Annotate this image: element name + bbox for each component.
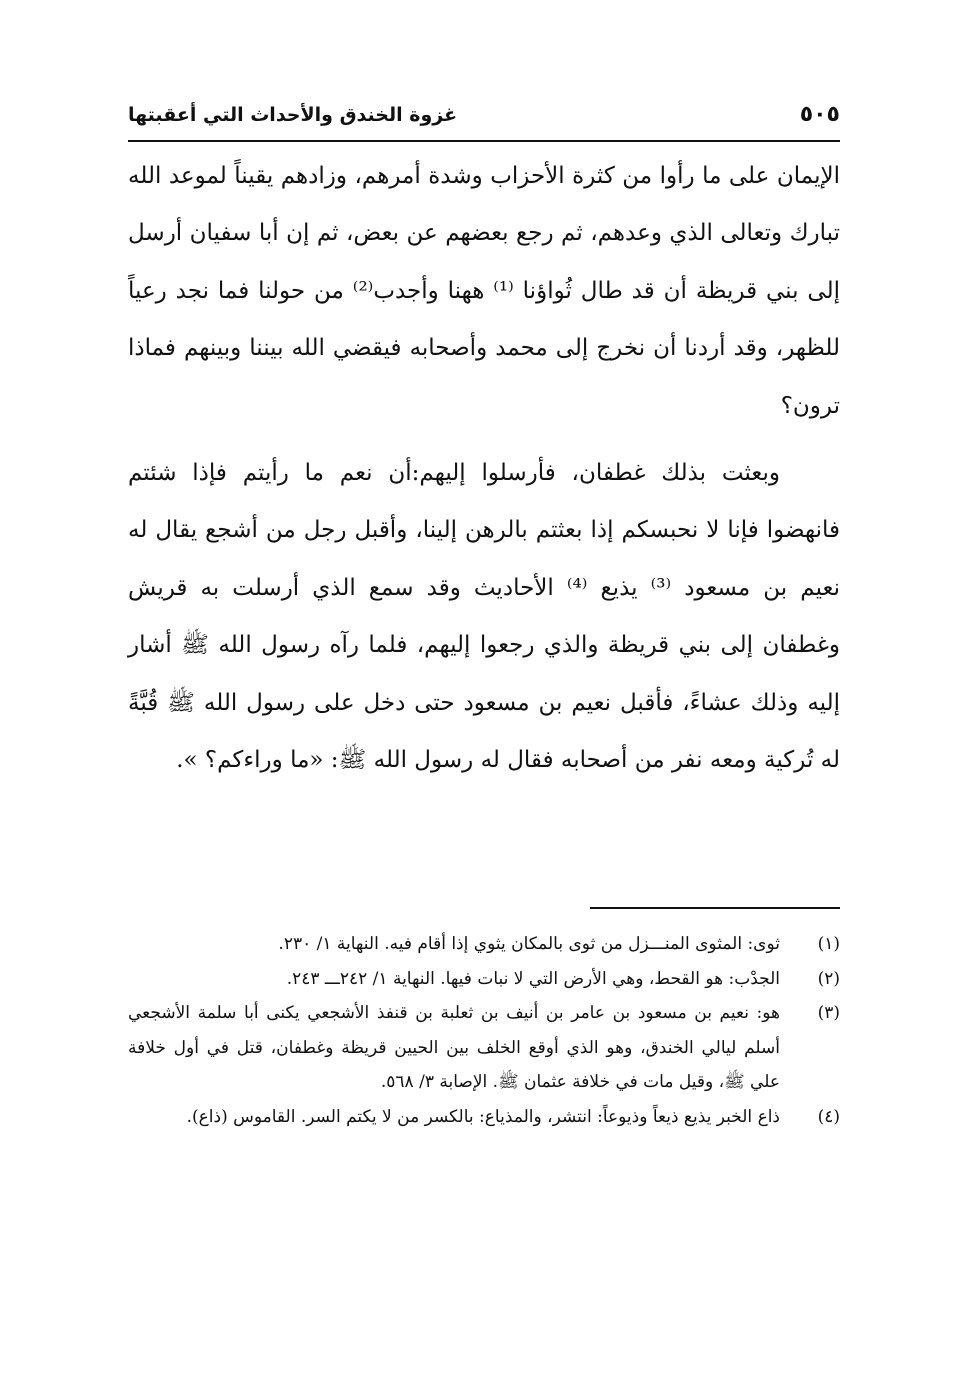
footnote-text: ثوى: المثوى المنـــزل من ثوى بالمكان يثوي إذا أقام فيه. النهاية ١/ ٢٣٠. (278, 934, 780, 954)
body-paragraph: وبعثت بذلك غطفان، فأرسلوا إليهم:أن نعم ما رأيتم فإذا شئتم فانهضوا فإنا لا نحبسكم إذا بعثتم بالرهن إلينا، وأقبل رجل من أشجع يقال له نعيم بن مسعود ⁽³⁾ يذيع ⁽⁴⁾ الأحاديث وقد سمع الذي أرسلت به قريش وغطفان إلى بني قريظة والذي رجعوا إليهم، فلما رآه رسول الله ﷺ أشار إليه وذلك عشاءً، فأقبل نعيم بن مسعود حتى دخل على رسول الله ﷺ قُبَّةً له تُركية ومعه نفر من أصحابه فقال له رسول الله ﷺ: «ما وراءكم؟ ». (128, 460, 841, 774)
footnote-separator (590, 907, 840, 909)
footnote-text: الجدْب: هو القحط، وهي الأرض التي لا نبات فيها. النهاية ١/ ٢٤٢ـــ ٢٤٣. (286, 968, 780, 989)
header-rule (128, 140, 840, 142)
main-text (128, 148, 840, 789)
footnote-number: (١) (817, 934, 840, 954)
footnote (128, 962, 840, 997)
footnote (128, 1100, 840, 1135)
footnote (128, 927, 840, 962)
body-paragraph: الإيمان على ما رأوا من كثرة الأحزاب وشدة أمرهم، وزادهم يقيناً لموعد الله تبارك وتعالى الذي وعدهم، ثم رجع بعضهم عن بعض، ثم إن أبا سفيان أرسل إلى بني قريظة أن قد طال ثُواؤنا ⁽¹⁾ ههنا وأجدب⁽²⁾ من حولنا فما نجد رعياً للظهر، وقد أردنا أن نخرج إلى محمد وأصحابه فيقضي الله بيننا وبينهم فماذا ترون؟ (128, 163, 840, 419)
running-title: غزوة الخندق والأحداث التي أعقبتها (128, 104, 458, 126)
footnote-number: (٣) (817, 1003, 840, 1023)
page-header (128, 98, 840, 136)
page-number: ٥٠٥ (799, 102, 840, 127)
footnote-text: هو: نعيم بن مسعود بن عامر بن أنيف بن ثعلبة بن قنفذ الأشجعي يكنى أبا سلمة الأشجعي أسلم ليالي الخندق، وهو الذي أوقع الخلف بين الحيين قريظة وغطفان، قتل في أول خلافة علي ﷺ، وقيل مات في خلافة عثمان ﷺ. الإصابة ٣/ ٥٦٨. (128, 1003, 780, 1092)
footnote (128, 996, 840, 1100)
footnote-number: (٤) (817, 1106, 840, 1127)
footnotes (128, 927, 840, 1134)
footnote-number: (٢) (817, 968, 840, 989)
footnote-text: ذاع الخبر يذيع ذيعاً وذيوعاً: انتشر، والمذياع: بالكسر من لا يكتم السر. القاموس (ذاع). (186, 1106, 780, 1127)
